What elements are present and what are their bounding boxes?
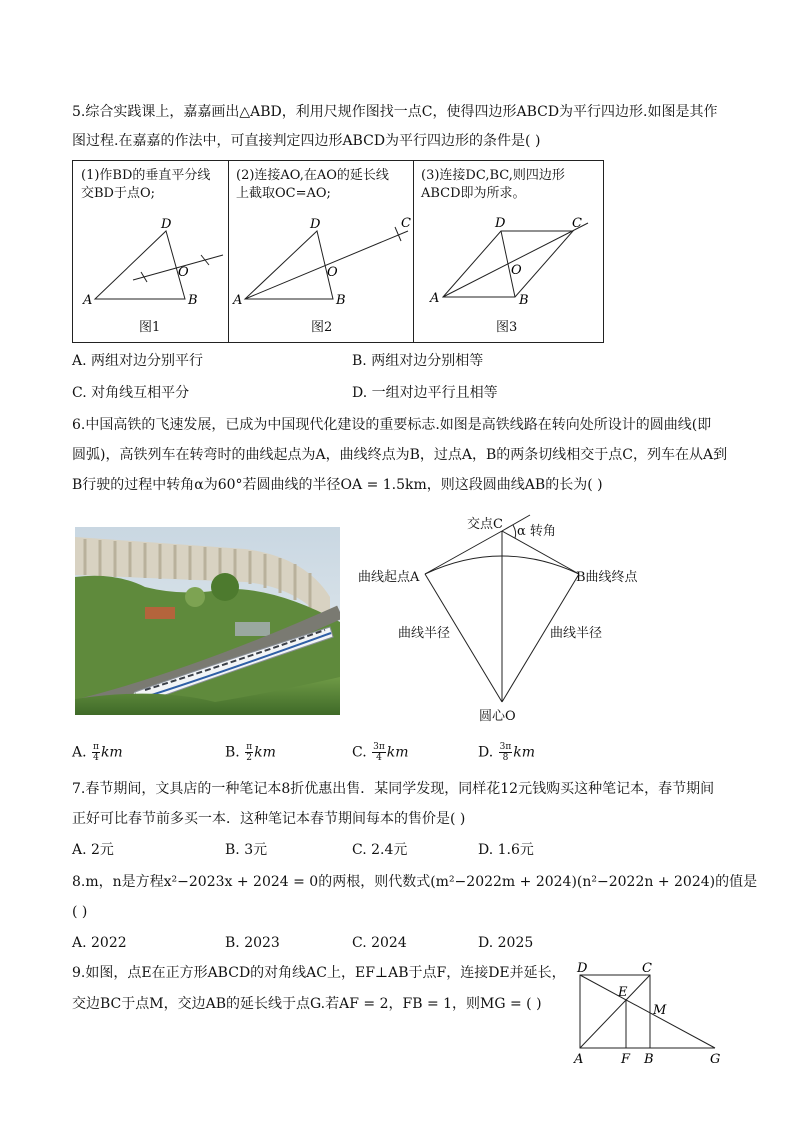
q5-fig3-label-d: D	[495, 216, 506, 231]
q7-line-1: 7.春节期间，文具店的一种笔记本8折优惠出售．某同学发现，同样花12元钱购买这种笔记本，春节期间	[72, 781, 715, 797]
q5-fig2-label-a: A	[233, 293, 243, 308]
q6-option-c-numerator: 3π	[373, 742, 385, 752]
q6-label-curve-start: 曲线起点A	[358, 570, 420, 585]
q6-line-1: 6.中国高铁的飞速发展，已成为中国现代化建设的重要标志.如图是高铁线路在转向处所设计的圆曲线(即	[72, 417, 712, 433]
q5-caption-3: 图3	[496, 320, 518, 335]
q5-option-c: C. 对角线互相平分	[72, 385, 190, 401]
q5-fig3-label-a: A	[430, 291, 440, 306]
q6-label-center: 圆心O	[479, 709, 516, 724]
q5-fig1-label-b: B	[188, 293, 198, 308]
q5-figure-table	[72, 160, 604, 343]
q9-line-2: 交边BC于点M，交边AB的延长线于点G.若AF = 2，FB = 1，则MG = ( )	[72, 996, 542, 1012]
q6-line-2: 圆弧)，高铁列车在转弯时的曲线起点为A，曲线终点为B，过点A，B的两条切线相交于点C，列车在从A到	[72, 447, 728, 463]
q7-option-c: C. 2.4元	[352, 842, 408, 858]
q9-label-c: C	[642, 961, 652, 976]
q5-cell3-text-2: ABCD即为所求。	[421, 186, 526, 201]
q5-fig2-label-c: C	[401, 216, 411, 231]
q6-option-b-denominator: 2	[246, 753, 253, 763]
q5-fig1-label-d: D	[161, 217, 172, 232]
q5-figure-2	[228, 161, 413, 342]
q5-fig3-label-o: O	[511, 263, 522, 278]
q6-option-b-numerator: π	[246, 742, 253, 752]
q5-fig1-label-a: A	[83, 293, 93, 308]
q8-option-a: A. 2022	[72, 935, 127, 951]
train-photo-graphic	[75, 527, 340, 715]
train-photo	[75, 527, 340, 715]
q5-caption-2: 图2	[311, 320, 333, 335]
q8-line-1: 8.m，n是方程x²−2023x + 2024 = 0的两根，则代数式(m²−2022m + 2024)(n²−2022n + 2024)的值是	[72, 874, 758, 890]
q5-cell2-text-2: 上截取OC=AO;	[236, 186, 331, 201]
q8-option-c: C. 2024	[352, 935, 407, 951]
q5-fig2-label-o: O	[327, 265, 338, 280]
q6-option-a: A. $\frac{\pi}{4}$ km	[72, 742, 123, 763]
q6-option-a-denominator: 4	[93, 753, 99, 763]
q6-line-3: B行驶的过程中转角α为60°若圆曲线的半径OA = 1.5km，则这段圆曲线AB的长为( )	[72, 477, 603, 493]
q9-label-g: G	[710, 1052, 721, 1067]
q9-label-a: A	[574, 1052, 584, 1067]
q5-line-2: 图过程.在嘉嘉的作法中，可直接判定四边形ABCD为平行四边形的条件是( )	[72, 133, 541, 149]
q6-curve-diagram	[355, 510, 645, 725]
q5-cell1-text-1: (1)作BD的垂直平分线	[81, 168, 211, 183]
q9-label-b: B	[644, 1052, 654, 1067]
q5-fig2-label-d: D	[310, 217, 321, 232]
q9-square-diagram	[568, 960, 728, 1070]
q5-cell3-text-1: (3)连接DC,BC,则四边形	[421, 168, 565, 183]
q5-figure-cell-1	[73, 161, 229, 342]
q8-line-2: ( )	[72, 904, 88, 920]
q5-line-1: 5.综合实践课上，嘉嘉画出△ABD，利用尺规作图找一点C，使得四边形ABCD为平行四边形.如图是其作	[72, 104, 718, 120]
q7-option-d: D. 1.6元	[478, 842, 534, 858]
q6-label-apex: 交点C	[467, 517, 503, 532]
q9-label-e: E	[618, 985, 628, 1000]
q7-option-b: B. 3元	[225, 842, 268, 858]
q7-option-a: A. 2元	[72, 842, 114, 858]
q6-option-a-numerator: π	[93, 742, 99, 752]
q5-option-a: A. 两组对边分别平行	[72, 353, 204, 369]
q5-figure-1	[73, 161, 228, 342]
q7-line-2: 正好可比春节前多买一本．这种笔记本春节期间每本的售价是( )	[72, 811, 466, 827]
q6-option-b: B. $\frac{\pi}{2}$ km	[225, 742, 276, 763]
q5-figure-cell-2	[228, 161, 414, 342]
q6-label-curve-end: B曲线终点	[576, 570, 638, 585]
q9-line-1: 9.如图，点E在正方形ABCD的对角线AC上，EF⊥AB于点F，连接DE并延长，	[72, 965, 566, 981]
q6-option-d-numerator: 3π	[499, 742, 512, 752]
q6-label-radius-right: 曲线半径	[550, 626, 603, 641]
q8-option-b: B. 2023	[225, 935, 280, 951]
q6-option-d: D. $\frac{3\pi}{8}$ km	[478, 742, 536, 763]
q5-caption-1: 图1	[139, 320, 161, 335]
q9-label-d: D	[577, 961, 588, 976]
q6-option-d-denominator: 8	[502, 753, 509, 763]
q5-fig3-label-c: C	[572, 216, 582, 231]
q5-fig3-label-b: B	[519, 293, 529, 308]
q6-option-c-denominator: 4	[376, 753, 382, 763]
q9-label-f: F	[621, 1052, 631, 1067]
q5-cell2-text-1: (2)连接AO,在AO的延长线	[236, 168, 389, 183]
q5-figure-cell-3	[413, 161, 603, 342]
q5-option-b: B. 两组对边分别相等	[352, 353, 484, 369]
q5-option-d: D. 一组对边平行且相等	[352, 385, 498, 401]
q6-label-turn-angle: α 转角	[517, 524, 556, 539]
q6-label-radius-left: 曲线半径	[398, 626, 451, 641]
q5-cell1-text-2: 交BD于点O;	[81, 186, 156, 201]
q5-figure-3	[413, 161, 603, 342]
q5-fig2-label-b: B	[336, 293, 346, 308]
q5-fig1-label-o: O	[178, 265, 189, 280]
q6-option-c: C. $\frac{3\pi}{4}$ km	[352, 742, 409, 763]
q8-option-d: D. 2025	[478, 935, 534, 951]
q9-label-m: M	[653, 1003, 667, 1018]
